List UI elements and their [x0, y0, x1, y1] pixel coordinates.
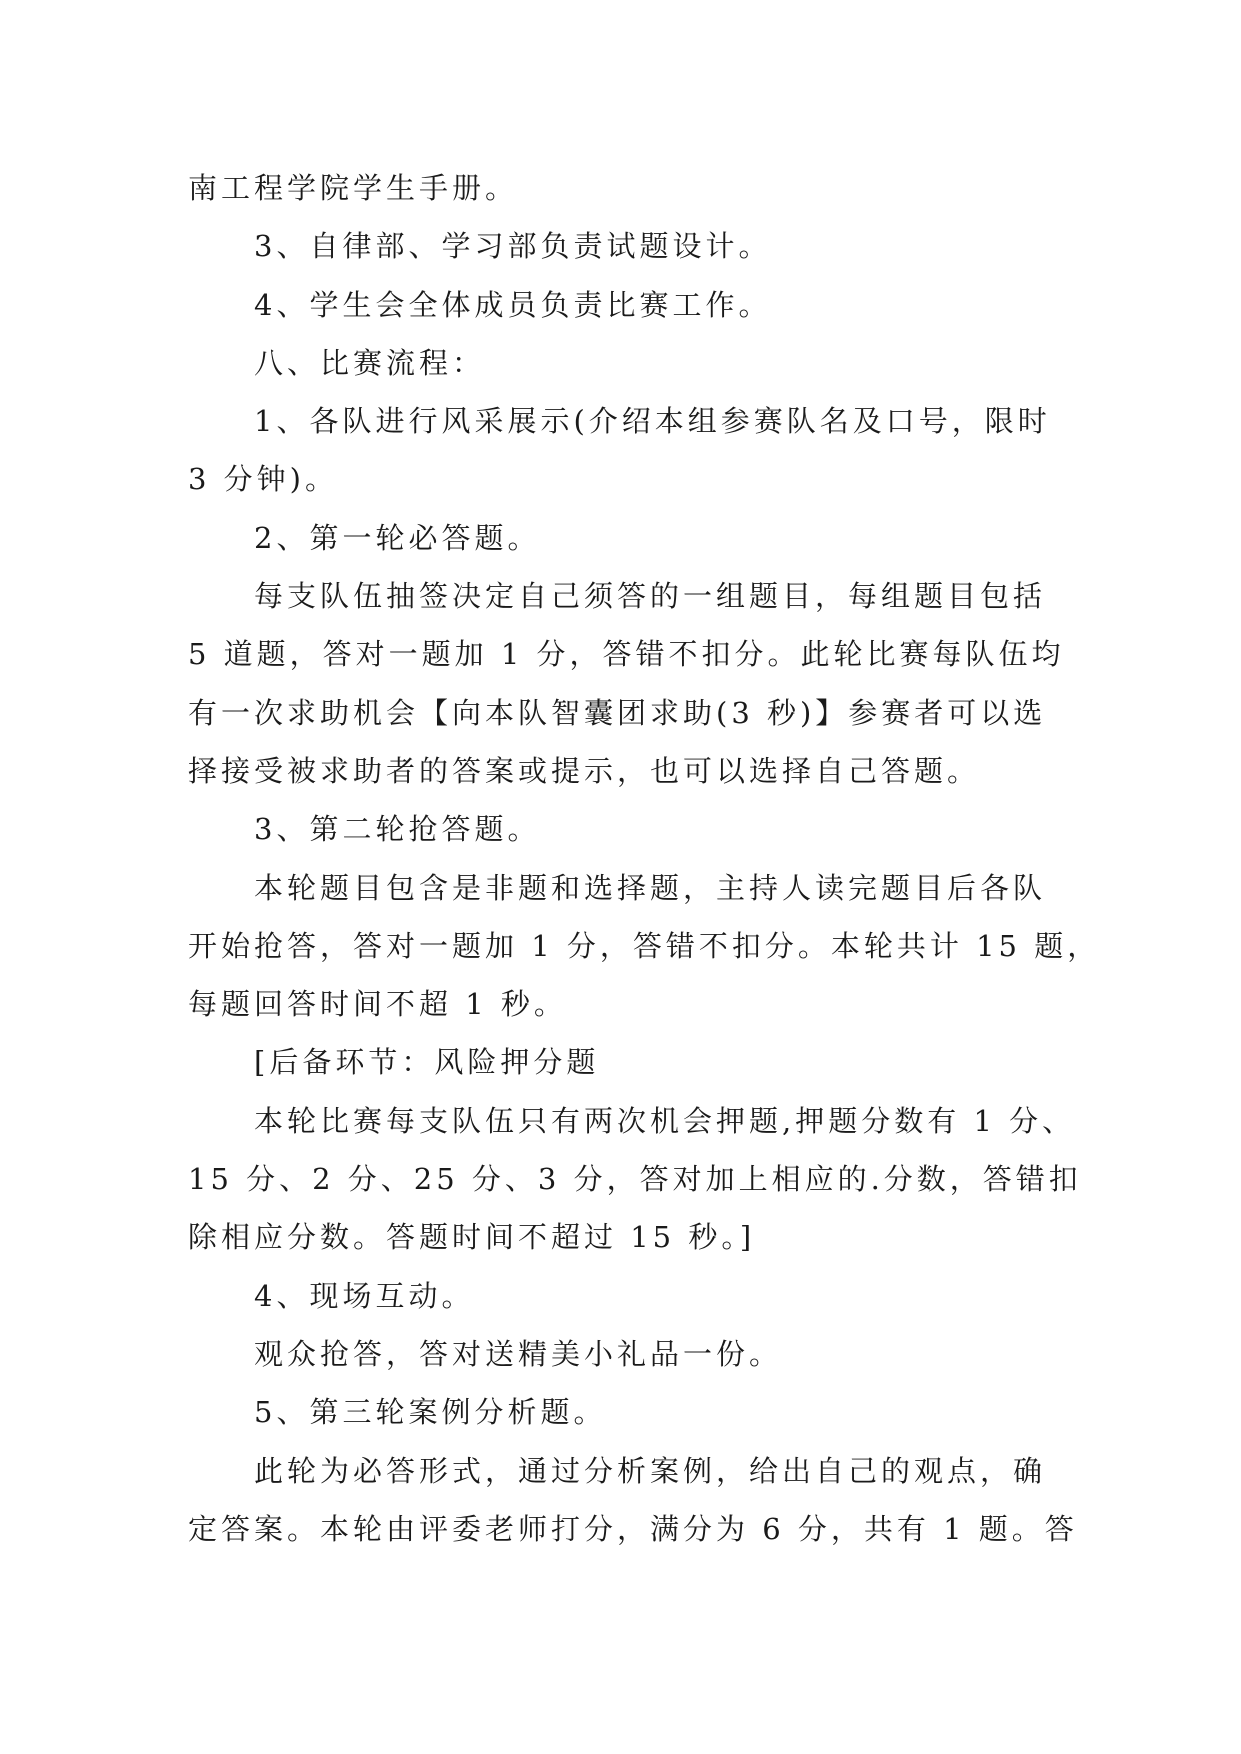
text-line: 开始抢答，答对一题加 1 分，答错不扣分。本轮共计 15 题， [188, 928, 1101, 963]
text-line: 本轮题目包含是非题和选择题，主持人读完题目后各队 [254, 870, 1047, 905]
text-line: 2、第一轮必答题。 [254, 520, 541, 555]
text-line: 3 分钟)。 [188, 462, 338, 497]
text-line: 4、现场互动。 [254, 1278, 475, 1313]
text-line: 每题回答时间不超 1 秒。 [188, 987, 567, 1022]
text-line: 除相应分数。答题时间不超过 15 秒。] [188, 1220, 756, 1255]
text-line: 南工程学院学生手册。 [188, 171, 519, 205]
text-line: 本轮比赛每支队伍只有两次机会押题,押题分数有 1 分、 [254, 1103, 1076, 1138]
text-line: 4、学生会全体成员负责比赛工作。 [254, 287, 772, 322]
text-line: 定答案。本轮由评委老师打分，满分为 6 分，共有 1 题。答 [188, 1511, 1078, 1546]
text-line: 3、自律部、学习部负责试题设计。 [254, 229, 772, 264]
text-line: 此轮为必答形式，通过分析案例，给出自己的观点，确 [254, 1453, 1047, 1488]
text-line: 有一次求助机会【向本队智囊团求助(3 秒)】参赛者可以选 [188, 695, 1047, 730]
text-line: 15 分、2 分、25 分、3 分，答对加上相应的.分数，答错扣 [188, 1162, 1082, 1197]
document-body [188, 159, 1101, 1558]
text-line: 5、第三轮案例分析题。 [254, 1395, 607, 1430]
text-line: 5 道题，答对一题加 1 分，答错不扣分。此轮比赛每队伍均 [188, 637, 1065, 672]
text-line: 每支队伍抽签决定自己须答的一组题目，每组题目包括 [254, 579, 1047, 614]
text-line: 择接受被求助者的答案或提示，也可以选择自己答题。 [188, 753, 981, 788]
text-line: 1、各队进行风采展示(介绍本组参赛队名及口号，限时 [254, 404, 1051, 439]
text-line: 3、第二轮抢答题。 [254, 812, 541, 847]
section-heading: 八、比赛流程： [254, 345, 486, 380]
text-line: 观众抢答，答对送精美小礼品一份。 [254, 1336, 783, 1371]
text-line: [后备环节：风险押分题 [254, 1045, 600, 1080]
